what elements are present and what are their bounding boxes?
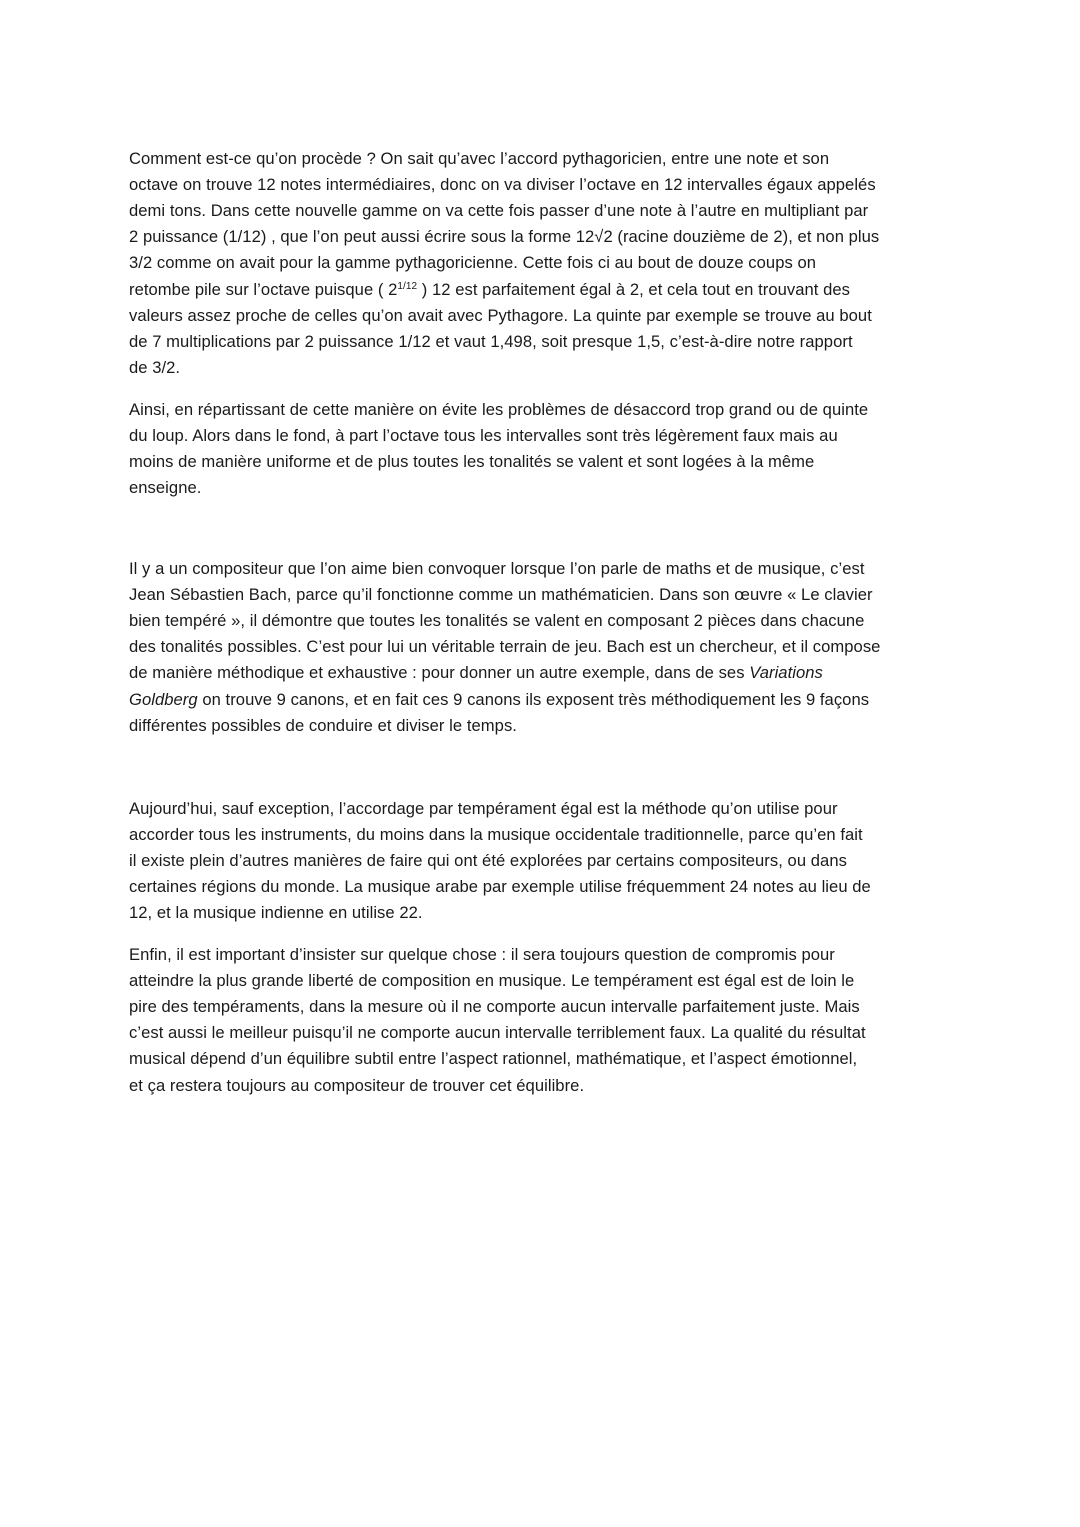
text-line: et ça restera toujours au compositeur de trouver cet équilibre.	[129, 1075, 585, 1095]
text-line: accorder tous les instruments, du moins dans la musique occidentale traditionnelle, parce qu’en fait	[129, 824, 863, 844]
text-run: on trouve 9 canons, et en fait ces 9 canons ils exposent très méthodiquement les 9 façons	[197, 689, 870, 709]
text-line: Aujourd’hui, sauf exception, l’accordage par tempérament égal est la méthode qu’on utilise pour	[129, 798, 838, 818]
text-line: Enfin, il est important d’insister sur quelque chose : il sera toujours question de compromis pour	[129, 944, 835, 964]
text-run: de manière méthodique et exhaustive : pour donner un autre exemple, dans de ses	[129, 663, 750, 683]
text-line	[129, 277, 959, 303]
text-line: 3/2 comme on avait pour la gamme pythagoricienne. Cette fois ci au bout de douze coups on	[129, 253, 817, 273]
text-line: Jean Sébastien Bach, parce qu’il fonctionne comme un mathématicien. Dans son œuvre « Le clavier	[129, 584, 873, 604]
text-line: il existe plein d’autres manières de faire qui ont été explorées par certains compositeurs, ou dans	[129, 851, 847, 870]
text-line: Il y a un compositeur que l’on aime bien convoquer lorsque l’on parle de maths et de musique, c’est	[129, 558, 865, 578]
text-run: retombe pile sur l’octave puisque ( 2	[129, 279, 398, 299]
text-line	[129, 660, 959, 686]
paragraph-3	[129, 556, 959, 739]
text-line: demi tons. Dans cette nouvelle gamme on va cette fois passer d’une note à l’autre en multipliant par	[129, 201, 869, 220]
text-line: 2 puissance (1/12) , que l’on peut aussi écrire sous la forme 12√2 (racine douzième de 2), et non plus	[129, 227, 880, 247]
text-line: c’est aussi le meilleur puisqu’il ne comporte aucun intervalle terriblement faux. La qualité du résultat	[129, 1023, 866, 1043]
text-line: musical dépend d’un équilibre subtil entre l’aspect rationnel, mathématique, et l’aspect émotionnel,	[129, 1049, 858, 1069]
text-line: bien tempéré », il démontre que toutes les tonalités se valent en composant 2 pièces dans chacune	[129, 611, 865, 630]
text-run: ) 12 est parfaitement égal à 2, et cela tout en trouvant des	[417, 279, 851, 299]
paragraph-4	[129, 796, 959, 927]
text-line: du loup. Alors dans le fond, à part l’octave tous les intervalles sont très légèrement faux mais au	[129, 425, 838, 445]
text-line: moins de manière uniforme et de plus toutes les tonalités se valent et sont logées à la même	[129, 452, 815, 471]
text-line: enseigne.	[129, 478, 202, 498]
text-line: différentes possibles de conduire et diviser le temps.	[129, 715, 517, 735]
text-line: des tonalités possibles. C’est pour lui un véritable terrain de jeu. Bach est un chercheur, et il compose	[129, 637, 881, 657]
paragraph-2	[129, 397, 959, 502]
text-line: certaines régions du monde. La musique arabe par exemple utilise fréquemment 24 notes au lieu de	[129, 877, 871, 897]
text-line: Comment est-ce qu’on procède ? On sait qu’avec l’accord pythagoricien, entre une note et son	[129, 148, 830, 168]
exponent: 1/12	[397, 280, 418, 292]
text-line: octave on trouve 12 notes intermédiaires, donc on va diviser l’octave en 12 intervalles égaux appelés	[129, 174, 876, 194]
text-line: 12, et la musique indienne en utilise 22.	[129, 903, 423, 923]
text-line: de 7 multiplications par 2 puissance 1/12 et vaut 1,498, soit presque 1,5, c’est-à-dire notre rapport	[129, 332, 853, 352]
text-line: valeurs assez proche de celles qu’on avait avec Pythagore. La quinte par exemple se trouve au bout	[129, 305, 872, 325]
text-line: atteindre la plus grande liberté de composition en musique. Le tempérament est égal est de loin le	[129, 970, 855, 990]
text-line: Ainsi, en répartissant de cette manière on évite les problèmes de désaccord trop grand ou de quinte	[129, 399, 869, 419]
paragraph-5	[129, 942, 959, 1099]
text-line: de 3/2.	[129, 358, 181, 378]
paragraph-1	[129, 146, 959, 382]
italic-title: Variations	[749, 663, 823, 683]
text-line: pire des tempéraments, dans la mesure où il ne comporte aucun intervalle parfaitement juste. Mais	[129, 997, 860, 1016]
italic-title: Goldberg	[129, 689, 198, 709]
text-line	[129, 687, 959, 713]
